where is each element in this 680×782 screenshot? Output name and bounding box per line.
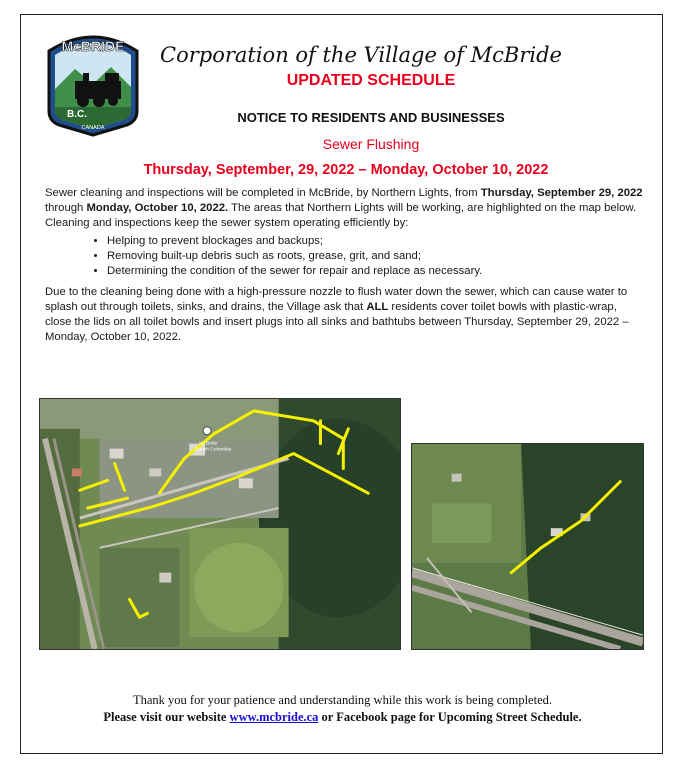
map-pin-label-2: British Columbia xyxy=(195,447,232,453)
intro-paragraph xyxy=(45,186,645,216)
end-date: Monday, October 10, 2022. xyxy=(86,202,229,214)
notice-body xyxy=(45,186,645,345)
secondary-area-map xyxy=(411,443,644,650)
instructions-text: Due to the cleaning being done with a high-pressure nozzle to flush water down the sewer, which can cause water to splash out through toilets, sinks, and drains, the Village ask that xyxy=(45,286,628,313)
location-pin-icon xyxy=(203,427,211,435)
instructions-paragraph xyxy=(45,285,645,345)
list-item: • Removing built-up debris such as roots, grease, grit, and sand; xyxy=(107,249,645,264)
footer-visit-text-end: or Facebook page for Upcoming Street Schedule. xyxy=(318,710,582,724)
main-area-map xyxy=(39,398,401,650)
website-link[interactable]: www.mcbride.ca xyxy=(229,710,319,724)
list-item: • Determining the condition of the sewer for repair and replace as necessary. xyxy=(107,264,645,279)
footer-thanks: Thank you for your patience and understanding while this work is being completed. xyxy=(133,693,552,707)
footer-visit xyxy=(21,710,664,725)
subject-heading: Sewer Flushing xyxy=(322,136,420,152)
all-emphasis: ALL xyxy=(366,301,389,313)
start-date: Thursday, September 29, 2022 xyxy=(480,187,643,199)
instructions-text-cont: residents cover toilet bowls with plastic-wrap, close the lids on all toilet bowls and insert plugs into all sinks and bathtubs between Thursday, September 29, 2022 – Monday, October 10, 2022. xyxy=(45,301,629,343)
updated-schedule-heading: UPDATED SCHEDULE xyxy=(286,72,456,89)
list-item: • Helping to prevent blockages and backups; xyxy=(107,234,645,249)
intro-through: through xyxy=(45,202,87,214)
logo-name-text: McBRIDE xyxy=(61,38,125,54)
intro-text: Sewer cleaning and inspections will be completed in McBride, by Northern Lights, from xyxy=(45,187,481,199)
intro-areas: The areas that Northern Lights will be working, are highlighted on the map below. xyxy=(228,202,637,214)
benefits-intro: Cleaning and inspections keep the sewer system operating efficiently by: xyxy=(45,217,409,229)
notice-heading: NOTICE TO RESIDENTS AND BUSINESSES xyxy=(237,110,505,125)
logo-province-text: B.C. xyxy=(67,109,87,120)
notice-page xyxy=(20,14,663,754)
benefits-list xyxy=(45,234,645,279)
date-range-heading: Thursday, September, 29, 2022 – Monday, October 10, 2022 xyxy=(143,162,549,178)
map-pin-label-1: McBride xyxy=(199,441,218,447)
organization-title: Corporation of the Village of McBride xyxy=(160,43,562,67)
mcbride-logo xyxy=(45,29,141,139)
logo-country-text: CANADA xyxy=(81,125,105,131)
footer-visit-text: Please visit our website xyxy=(103,710,230,724)
